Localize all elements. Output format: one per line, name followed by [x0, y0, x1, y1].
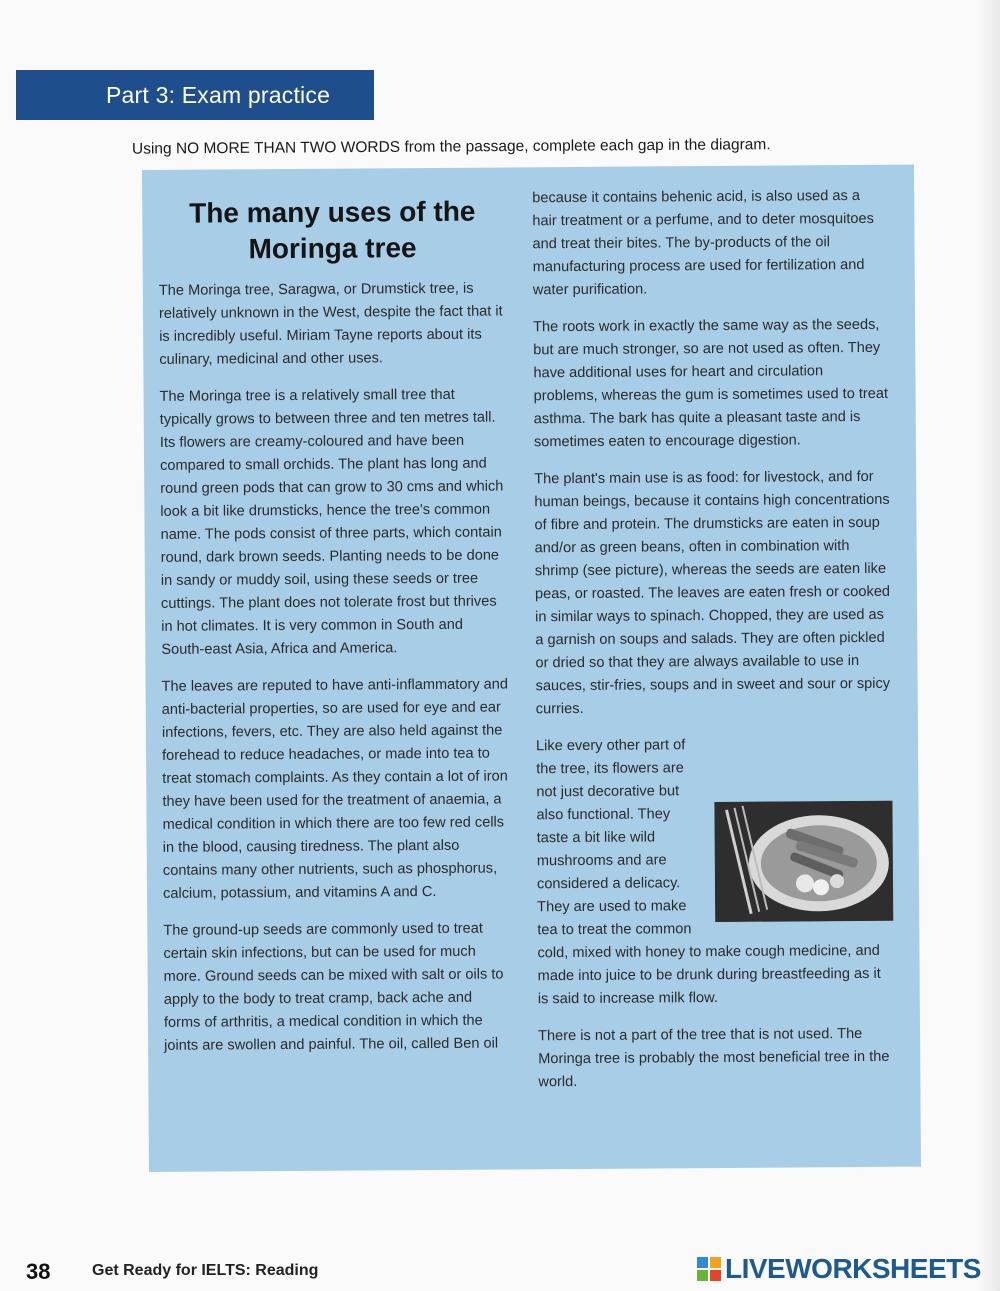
instruction-text: Using NO MORE THAN TWO WORDS from the passage, complete each gap in the diagram.	[131, 136, 771, 158]
paragraph: There is not a part of the tree that is not used. The Moringa tree is probably the most beneficial tree in the world.	[538, 1025, 890, 1091]
food-photo	[714, 801, 893, 922]
flowers-paragraph	[536, 733, 894, 1011]
page-edge	[978, 0, 1000, 1291]
passage-left-column	[158, 187, 512, 1071]
section-banner	[16, 70, 374, 120]
paragraph: Like every other part of the tree, its flowers are not just decorative but also functional. They taste a bit like wild mushrooms and are considered a delicacy. They are used to make tea to treat the common cold, mixed with honey to make cough medicine, and made into juice to be drunk during breastfeeding as it is said to increase milk flow.	[535, 737, 881, 1008]
article-title: The many uses of the Moringa tree	[189, 195, 476, 265]
paragraph: The roots work in exactly the same way as the seeds, but are much stronger, so are not used as often. They have additional uses for heart and circulation problems, whereas the gum is sometimes used to treat asthma. The bark has quite a pleasant taste and is sometimes eaten to encourage digestion.	[533, 316, 889, 451]
reading-passage	[142, 165, 921, 1172]
section-title: Part 3: Exam practice	[106, 81, 331, 108]
passage-right-column	[532, 185, 894, 1108]
paragraph: The Moringa tree is a relatively small tree that typically grows to between three and ten metres tall. Its flowers are creamy-coloured and have been compared to small orchids. The plant has long and round green pods that can grow to 30 cms and which look a bit like drumsticks, hence the tree's common name. The pods consist of three parts, which contain round, dark brown seeds. Planting needs to be done in sandy or muddy soil, using these seeds or tree cuttings. The plant does not tolerate frost but thrives in hot climates. It is very common in South and South-east Asia, Africa and America.	[159, 386, 504, 658]
paragraph: The Moringa tree, Saragwa, or Drumstick tree, is relatively unknown in the West, despite the fact that it is incredibly useful. Miriam Tayne reports about its culinary, medicinal and other uses.	[158, 280, 503, 368]
paragraph: because it contains behenic acid, is also used as a hair treatment or a perfume, and to deter mosquitoes and treat their bites. The by-products of the oil manufacturing process are used for fertilization and water purification.	[532, 187, 874, 299]
paragraph: The ground-up seeds are commonly used to treat certain skin infections, but can be used for much more. Ground seeds can be mixed with salt or oils to apply to the body to treat cramp, back ache and forms of arthritis, a medical condition in which the joints are swollen and painful. The oil, called Ben oil	[163, 920, 504, 1054]
paragraph: The leaves are reputed to have anti-inflammatory and anti-bacterial properties, so are used for eye and ear infections, fevers, etc. They are also held against the forehead to reduce headaches, or made into tea to treat stomach complaints. As they contain a lot of iron they have been used for the treatment of anaemia, a medical condition in which there are too few red cells in the blood, causing tiredness. The plant also contains many other nutrients, such as phosphorus, calcium, potassium, and vitamins A and C.	[161, 676, 509, 902]
paragraph: The plant's main use is as food: for livestock, and for human beings, because it contains high concentrations of fibre and protein. The drumsticks are eaten in soup and/or as green beans, often in combination with shrimp (see picture), whereas the seeds are eaten like peas, or roasted. The leaves are eaten fresh or cooked in similar ways to spinach. Chopped, they are used as a garnish on soups and salads. They are often pickled or dried so that they are always available to use in sauces, stir-fries, soups and in sweet and sour or spicy curries.	[534, 468, 891, 718]
shrimp-dish-image	[714, 801, 893, 922]
book-title: Get Ready for IELTS: Reading	[92, 1262, 319, 1279]
liveworksheets-wordmark: LIVEWORKSHEETS	[725, 1253, 981, 1284]
liveworksheets-logo	[697, 1253, 981, 1285]
page-number: 38	[26, 1259, 51, 1284]
logo-squares-icon	[697, 1257, 721, 1281]
